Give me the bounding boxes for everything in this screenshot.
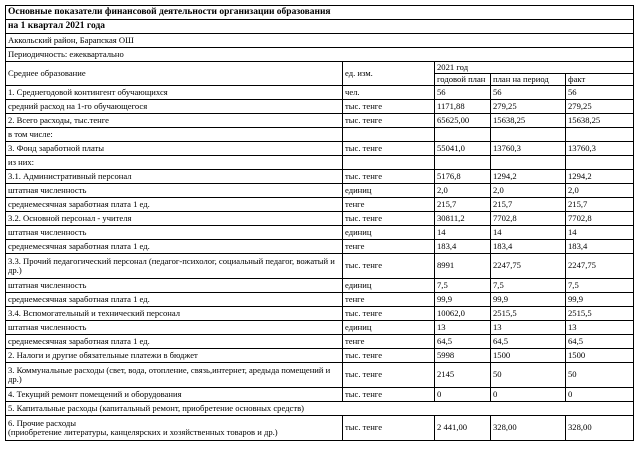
row-period-plan: 2515,5 [491,307,566,321]
header-unit: ед. изм. [343,62,435,86]
row-unit: тенге [343,335,435,349]
row-annual-plan: 8991 [435,254,491,279]
row-period-plan: 14 [491,226,566,240]
row-name: среднемесячная заработная плата 1 ед. [6,335,343,349]
row-name: 2. Всего расходы, тыс.тенге [6,114,343,128]
row-period-plan: 7,5 [491,279,566,293]
row-unit: тенге [343,293,435,307]
row-name: штатная численность [6,184,343,198]
row-unit: тыс. тенге [343,307,435,321]
row-annual-plan: 183,4 [435,240,491,254]
row-unit: тыс. тенге [343,170,435,184]
row-unit: тыс. тенге [343,114,435,128]
row-unit [343,156,435,170]
row-annual-plan: 56 [435,86,491,100]
row-unit: тенге [343,198,435,212]
table-row [6,254,634,279]
row-fact: 7,5 [566,279,634,293]
row-name: 3.4. Вспомогательный и технический персонал [6,307,343,321]
table-row [6,279,634,293]
row-annual-plan: 215,7 [435,198,491,212]
report-title: Основные показатели финансовой деятельности организации образования [6,6,634,20]
row-annual-plan: 2 441,00 [435,416,491,441]
row-fact: 2247,75 [566,254,634,279]
row-annual-plan [435,128,491,142]
row-name: 5. Капитальные расходы (капитальный ремонт, приобретение основных средств) [6,402,634,416]
row-fact: 14 [566,226,634,240]
row-annual-plan [435,156,491,170]
table-row [6,212,634,226]
row-annual-plan: 64,5 [435,335,491,349]
row-period-plan: 279,25 [491,100,566,114]
header-year: 2021 год [435,62,634,74]
row-annual-plan: 55041,0 [435,142,491,156]
row-annual-plan: 99,9 [435,293,491,307]
row-period-plan: 64,5 [491,335,566,349]
row-annual-plan: 14 [435,226,491,240]
row-period-plan: 7702,8 [491,212,566,226]
row-period-plan [491,128,566,142]
financial-report-table [5,5,634,441]
row-name: 6. Прочие расходы (приобретение литературы, канцелярских и хозяйственных товаров и др.) [6,416,343,441]
row-name: 3. Фонд заработной платы [6,142,343,156]
row-fact: 1294,2 [566,170,634,184]
report-sheet [5,5,634,441]
row-period-plan: 13 [491,321,566,335]
row-period-plan: 215,7 [491,198,566,212]
table-row [6,307,634,321]
row-fact [566,128,634,142]
row-period-plan: 183,4 [491,240,566,254]
row-unit [343,128,435,142]
row-fact: 0 [566,388,634,402]
table-row [6,363,634,388]
row-annual-plan: 13 [435,321,491,335]
row-annual-plan: 2,0 [435,184,491,198]
table-row [6,198,634,212]
row-annual-plan: 65625,00 [435,114,491,128]
row-period-plan [491,156,566,170]
row-unit: тыс. тенге [343,142,435,156]
row-unit: тыс. тенге [343,416,435,441]
table-row [6,402,634,416]
header-period: план на период [491,74,566,86]
row-name: 2. Налоги и другие обязательные платежи в бюджет [6,349,343,363]
row-name: штатная численность [6,321,343,335]
table-row [6,100,634,114]
row-annual-plan: 7,5 [435,279,491,293]
header-name: Среднее образование [6,62,343,86]
report-period-title: на 1 квартал 2021 года [6,20,634,34]
row-fact: 13 [566,321,634,335]
organization-name: Аккольский район, Барапская ОШ [6,34,634,48]
row-unit: тыс. тенге [343,388,435,402]
row-fact: 56 [566,86,634,100]
table-row [6,142,634,156]
row-name: 1. Среднегодовой контингент обучающихся [6,86,343,100]
row-name: среднемесячная заработная плата 1 ед. [6,240,343,254]
row-fact: 15638,25 [566,114,634,128]
row-fact: 328,00 [566,416,634,441]
row-unit: единиц [343,321,435,335]
row-period-plan: 13760,3 [491,142,566,156]
row-annual-plan: 1171,88 [435,100,491,114]
row-annual-plan: 5998 [435,349,491,363]
row-fact: 50 [566,363,634,388]
row-unit: тыс. тенге [343,363,435,388]
row-unit: тыс. тенге [343,349,435,363]
row-period-plan: 2247,75 [491,254,566,279]
table-row [6,128,634,142]
row-name: 4. Текущий ремонт помещений и оборудования [6,388,343,402]
row-unit: единиц [343,279,435,293]
row-period-plan: 328,00 [491,416,566,441]
row-name: среднемесячная заработная плата 1 ед. [6,293,343,307]
row-fact: 215,7 [566,198,634,212]
row-name: среднемесячная заработная плата 1 ед. [6,198,343,212]
table-row [6,335,634,349]
row-name: 3.2. Основной персонал - учителя [6,212,343,226]
row-period-plan: 99,9 [491,293,566,307]
table-row [6,349,634,363]
row-period-plan: 56 [491,86,566,100]
row-unit: тенге [343,240,435,254]
table-row [6,184,634,198]
header-annual: годовой план [435,74,491,86]
row-fact: 279,25 [566,100,634,114]
table-row [6,388,634,402]
row-name: 3.1. Административный персонал [6,170,343,184]
table-row [6,240,634,254]
row-fact: 2,0 [566,184,634,198]
row-period-plan: 50 [491,363,566,388]
table-row [6,226,634,240]
header-fact: факт [566,74,634,86]
row-unit: тыс. тенге [343,100,435,114]
table-row [6,416,634,441]
row-fact: 99,9 [566,293,634,307]
table-row [6,321,634,335]
table-row [6,86,634,100]
periodicity: Периодичность: ежеквартально [6,48,634,62]
row-fact [566,156,634,170]
row-period-plan: 1294,2 [491,170,566,184]
row-unit: чел. [343,86,435,100]
table-row [6,156,634,170]
row-name: штатная численность [6,226,343,240]
row-name: в том числе: [6,128,343,142]
row-fact: 183,4 [566,240,634,254]
row-name: штатная численность [6,279,343,293]
row-fact: 2515,5 [566,307,634,321]
row-annual-plan: 2145 [435,363,491,388]
table-row [6,170,634,184]
row-annual-plan: 30811,2 [435,212,491,226]
row-annual-plan: 5176,8 [435,170,491,184]
row-fact: 1500 [566,349,634,363]
row-unit: единиц [343,184,435,198]
row-unit: тыс. тенге [343,254,435,279]
row-fact: 64,5 [566,335,634,349]
row-unit: единиц [343,226,435,240]
row-period-plan: 15638,25 [491,114,566,128]
row-name: 3.3. Прочий педагогический персонал (педагог-психолог, социальный педагог, вожатый и др.) [6,254,343,279]
row-period-plan: 0 [491,388,566,402]
row-period-plan: 2,0 [491,184,566,198]
row-fact: 7702,8 [566,212,634,226]
row-unit: тыс. тенге [343,212,435,226]
row-annual-plan: 10062,0 [435,307,491,321]
row-fact: 13760,3 [566,142,634,156]
row-period-plan: 1500 [491,349,566,363]
row-name: 3. Коммунальные расходы (свет, вода, отопление, связь,интернет, аредыда помещений и др.) [6,363,343,388]
row-name: средний расход на 1-го обучающегося [6,100,343,114]
table-row [6,293,634,307]
table-row [6,114,634,128]
row-name: из них: [6,156,343,170]
row-annual-plan: 0 [435,388,491,402]
